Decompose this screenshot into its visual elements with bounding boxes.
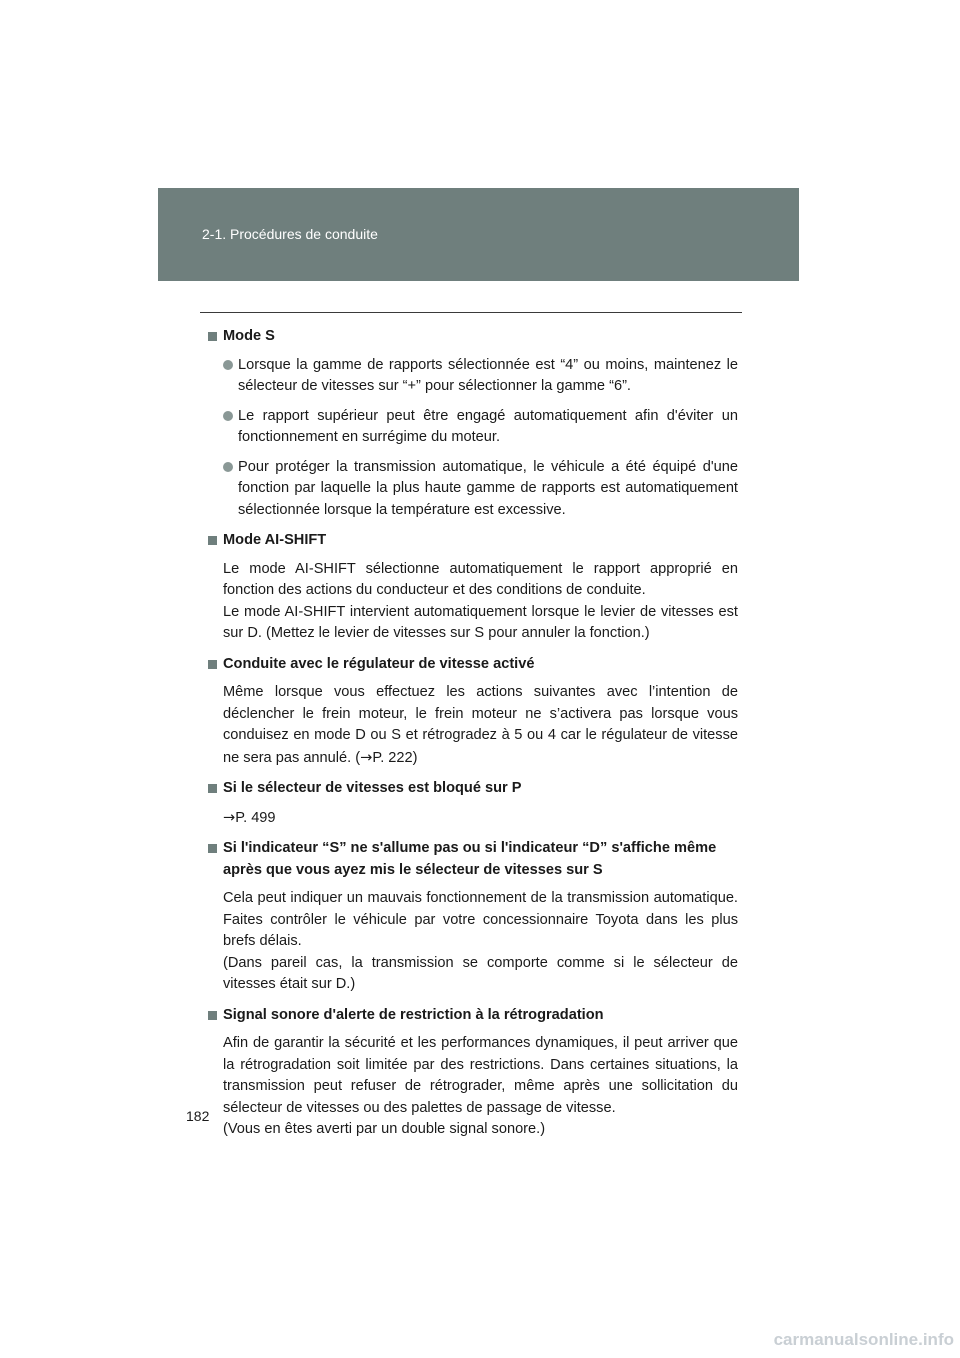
square-bullet-icon bbox=[208, 660, 217, 669]
list-item: Lorsque la gamme de rapports sélectionnée est “4” ou moins, maintenez le sélecteur de vitesses sur “+” pour sélectionner la gamme “6”. bbox=[223, 355, 738, 398]
square-bullet-icon bbox=[208, 784, 217, 793]
paragraph: (Vous en êtes averti par un double signal sonore.) bbox=[223, 1121, 546, 1137]
round-bullet-icon bbox=[223, 360, 233, 370]
breadcrumb: 2-1. Procédures de conduite bbox=[202, 226, 378, 242]
paragraph bbox=[223, 807, 738, 830]
page-reference: P. 222 bbox=[372, 749, 413, 766]
section-title: Mode AI-SHIFT bbox=[223, 532, 327, 548]
arrow-right-icon: → bbox=[223, 808, 236, 826]
list-item: Le rapport supérieur peut être engagé automatiquement afin d'éviter un fonctionnement en surrégime du moteur. bbox=[223, 406, 738, 449]
section-cruise-control bbox=[208, 654, 738, 770]
page-reference: P. 499 bbox=[235, 809, 276, 826]
round-bullet-icon bbox=[223, 411, 233, 421]
section-ai-shift bbox=[208, 530, 738, 645]
page-number: 182 bbox=[186, 1108, 210, 1124]
section-title: Signal sonore d'alerte de restriction à la rétrogradation bbox=[223, 1006, 604, 1023]
round-bullet-icon bbox=[223, 462, 233, 472]
square-bullet-icon bbox=[208, 844, 217, 853]
section-locked-p bbox=[208, 778, 738, 829]
paragraph: Le mode AI-SHIFT intervient automatiquement lorsque le levier de vitesses est sur D. (Mettez le levier de vitesses sur S pour annuler la fonction.) bbox=[223, 603, 738, 641]
section-mode-s bbox=[208, 326, 738, 521]
paragraph: Afin de garantir la sécurité et les performances dynamiques, il peut arriver que la rétrogradation soit limitée par des restrictions. Dans certaines situations, la transmission peut refuser de rétrograder, même après une sollicitation du sélecteur de vitesses ou des palettes de passage de vitesse. bbox=[223, 1035, 738, 1116]
section-downshift-signal bbox=[208, 1005, 738, 1141]
paragraph: Le mode AI-SHIFT sélectionne automatiquement le rapport approprié en fonction des actions du conducteur et des conditions de conduite. bbox=[223, 560, 738, 598]
watermark[interactable]: carmanualsonline.info bbox=[773, 1330, 954, 1349]
divider bbox=[200, 312, 742, 313]
paragraph: Même lorsque vous effectuez les actions suivantes avec l’intention de déclencher le frein moteur, le frein moteur ne s’activera pas lorsque vous conduisez en mode D ou S et rétrogradez à 5 ou 4 car le régulateur de vitesse ne sera pas annulé. (→P. 222) bbox=[223, 684, 738, 766]
section-title: Si le sélecteur de vitesses est bloqué sur P bbox=[223, 780, 522, 796]
section-title: Conduite avec le régulateur de vitesse activé bbox=[223, 655, 535, 672]
section-indicator bbox=[208, 838, 738, 996]
arrow-right-icon: → bbox=[360, 748, 373, 766]
square-bullet-icon bbox=[208, 332, 217, 341]
section-title: Si l'indicateur “S” ne s'allume pas ou si l'indicateur “D” s'affiche même après que vous ayez mis le sélecteur de vitesses sur S bbox=[223, 840, 717, 878]
chapter-header bbox=[158, 188, 799, 281]
square-bullet-icon bbox=[208, 1011, 217, 1020]
square-bullet-icon bbox=[208, 536, 217, 545]
section-title: Mode S bbox=[223, 328, 275, 344]
paragraph: Cela peut indiquer un mauvais fonctionnement de la transmission automatique. Faites contrôler le véhicule par votre concessionnaire Toyota dans les plus brefs délais. bbox=[223, 890, 738, 949]
paragraph: (Dans pareil cas, la transmission se comporte comme si le sélecteur de vitesses était sur D.) bbox=[223, 954, 738, 992]
list-item: Pour protéger la transmission automatique, le véhicule a été équipé d'une fonction par laquelle la plus haute gamme de rapports est automatiquement sélectionnée lorsque la température est excessive. bbox=[223, 457, 738, 522]
page-content bbox=[208, 326, 738, 1150]
